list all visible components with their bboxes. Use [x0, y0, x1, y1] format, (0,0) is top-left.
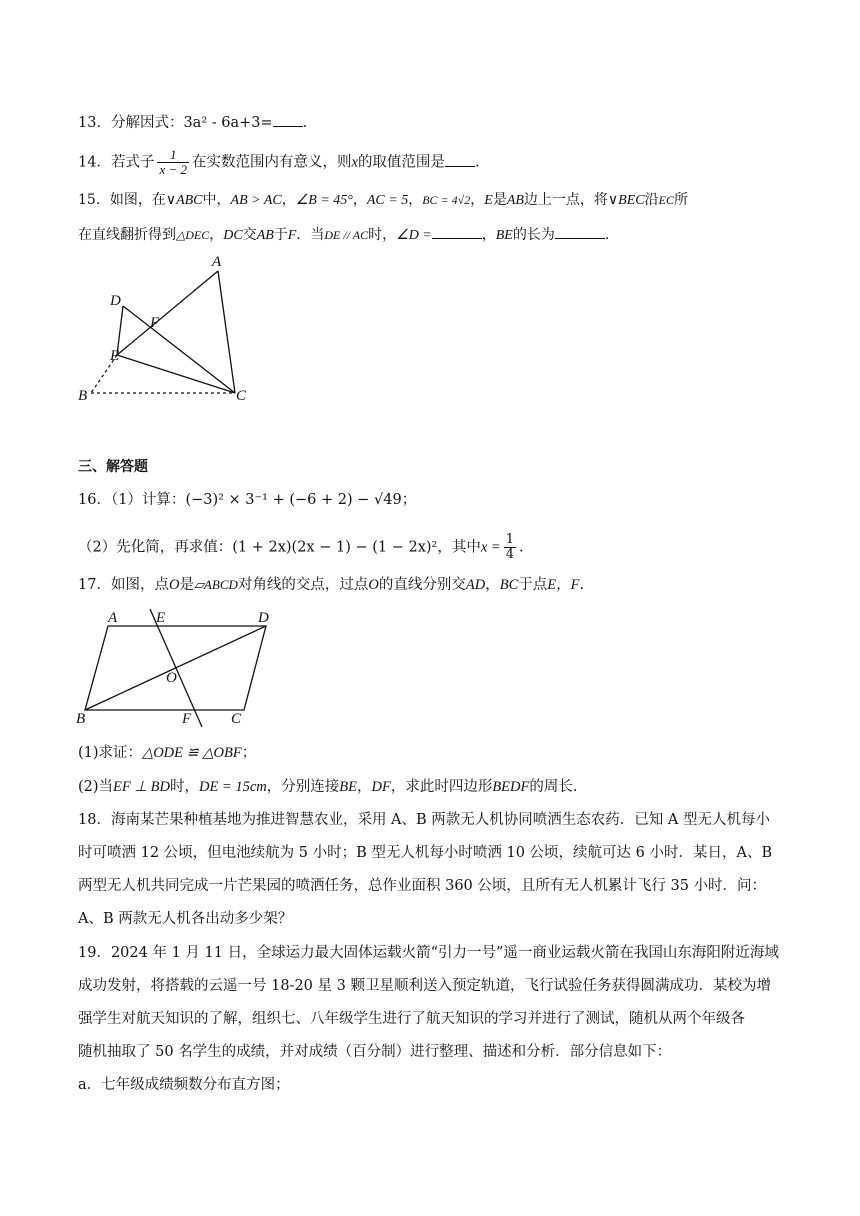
label-f: F	[150, 315, 160, 331]
label-d: D	[258, 610, 269, 626]
question-15: 15．如图，在∨ABC中，AB > AC，∠B = 45°，AC = 5，BC = 4√2，E是AB边上一点，将∨BEC沿EC所	[78, 192, 688, 208]
label-o: O	[166, 670, 177, 686]
line-ef	[150, 609, 202, 727]
question-15-line-2: 在直线翻折得到△DEC，DC交AB于F．当DE // AC时，∠D = ，BE的长为 .	[78, 224, 788, 246]
label-d: D	[110, 293, 121, 309]
question-19-line-1: 19．2024 年 1 月 11 日，全球运力最大固体运载火箭“引力一号”遥一商业运载火箭在我国山东海阳附近海域	[78, 945, 779, 961]
label-a: A	[212, 254, 222, 270]
answer-blank	[273, 112, 303, 127]
question-18-line-4: A、B 两款无人机各出动多少架？	[78, 911, 293, 927]
segment-ac	[218, 271, 235, 393]
question-19-line-5: a．七年级成绩频数分布直方图；	[78, 1077, 290, 1093]
label-f: F	[182, 711, 192, 727]
answer-blank	[555, 224, 605, 239]
question-19-line-2: 成功发射，将搭载的云遥一号 18-20 星 3 颗卫星顺利送入预定轨道，飞行试验任务获得圆满成功．某校为增	[78, 978, 771, 994]
label-a: A	[108, 610, 118, 626]
question-16: 16．（1）计算：(−3)² × 3⁻¹ + (−6 + 2) − √49；	[78, 492, 417, 508]
question-18-line-3: 两型无人机共同完成一片芒果园的喷洒任务，总作业面积 360 公顷，且所有无人机累计飞行 35 小时．问：	[78, 878, 767, 894]
question-17-part-1: (1)求证：△ODE ≌ △OBF；	[78, 745, 257, 761]
section-heading: 三、解答题	[78, 459, 148, 475]
fraction: $\frac{1}{4}$	[505, 532, 514, 562]
answer-blank	[445, 152, 475, 167]
label-b: B	[78, 388, 88, 404]
answer-blank	[432, 224, 482, 239]
question-18-line-2: 时可喷洒 12 公顷，但电池续航为 5 小时；B 型无人机每小时喷洒 10 公顷，续航可达 6 小时．某日，A、B	[78, 845, 773, 861]
question-18-line-1: 18．海南某芒果种植基地为推进智慧农业，采用 A、B 两款无人机协同喷洒生态农药．已知 A 型无人机每小	[78, 812, 770, 828]
question-19-line-3: 强学生对航天知识的了解，组织七、八年级学生进行了航天知识的学习并进行了测试，随机从两个年级各	[78, 1011, 745, 1027]
figure-15-triangle	[70, 250, 290, 410]
question-17-part-2: (2)当EF ⊥ BD时，DE = 15cm，分别连接BE，DF，求此时四边形BEDF的周长.	[78, 779, 578, 795]
label-c: C	[236, 388, 247, 404]
label-c: C	[231, 711, 242, 727]
segment-dc	[123, 306, 235, 393]
fraction: $\frac{1}{x - 2}$	[159, 147, 187, 177]
label-b: B	[76, 711, 86, 727]
question-17: 17．如图，点O是▱ABCD对角线的交点，过点O的直线分别交AD，BC于点E，F.	[78, 577, 585, 593]
label-e: E	[110, 348, 120, 364]
question-19-line-4: 随机抽取了 50 名学生的成绩，并对成绩（百分制）进行整理、描述和分析．部分信息如下：	[78, 1044, 672, 1060]
figure-17-parallelogram	[70, 605, 290, 730]
segment-ec	[117, 355, 235, 393]
question-13: 13．分解因式：3a² - 6a+3= .	[78, 112, 788, 133]
label-e: E	[156, 610, 166, 626]
question-16-part-2: （2）先化简，再求值：(1 + 2x)(2x − 1) − (1 − 2x)²，其中x = $\frac{1}{4}$ .	[78, 532, 524, 562]
question-14: 14．若式子 $\frac{1}{x - 2}$ 在实数范围内有意义，则x的取值范围是 .	[78, 147, 480, 177]
